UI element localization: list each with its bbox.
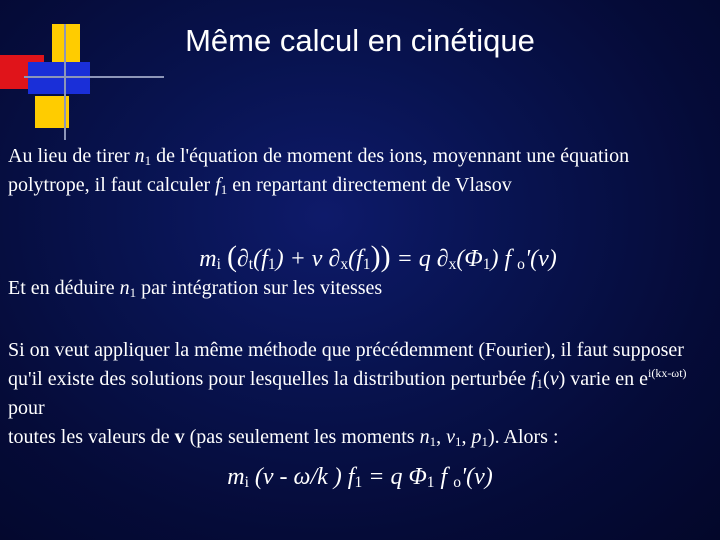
slide-title: Même calcul en cinétique: [185, 23, 535, 58]
eq1-phi: (Φ: [456, 246, 483, 272]
para3-sub-2: 1: [429, 434, 437, 449]
eq2-sub-i: i: [244, 474, 249, 491]
eq1-sub-t: t: [248, 256, 254, 273]
eq1-one-c: 1: [482, 256, 491, 273]
eq2-tail: '(v): [461, 464, 493, 490]
para2-n: n: [119, 277, 130, 299]
eq1-f1-a: (f: [253, 246, 268, 272]
para1-f: f: [215, 174, 221, 196]
para3-p: p: [471, 426, 482, 448]
para3-exponent: i(kx-ωt): [647, 366, 687, 380]
vlasov-equation: [0, 242, 720, 274]
para1-text-2: de l'équation de moment des ions, moyennant une équation polytrope, il faut calculer: [8, 145, 630, 196]
eq2-one-a: 1: [354, 474, 363, 491]
para3-n: n: [419, 426, 430, 448]
decor-horizontal-line: [24, 76, 164, 78]
eq1-sub-x2: x: [448, 256, 457, 273]
eq1-f-o: ) f: [490, 246, 518, 272]
eq1-tail: '(v): [524, 246, 557, 272]
eq2-rhs: = q Φ: [362, 464, 427, 490]
eq1-plus: ) + v ∂: [275, 246, 341, 272]
para1-text-1: Au lieu de tirer: [8, 145, 135, 167]
eq1-close-paren: )): [370, 240, 391, 273]
paragraph-intro: [8, 142, 708, 200]
para3-text-6: (pas seulement les moments: [184, 426, 420, 448]
para3-sub-1: 1: [536, 376, 544, 391]
para1-sub-1: 1: [144, 153, 152, 168]
eq1-partial-t: ∂: [236, 246, 249, 272]
eq1-one-a: 1: [267, 256, 276, 273]
para1-text-3: en repartant directement de Vlasov: [227, 174, 512, 196]
paragraph-fourier: [8, 336, 708, 452]
eq2-sub-o: o: [453, 474, 461, 491]
para2-text-1: Et en déduire: [8, 277, 120, 299]
para3-f: f: [530, 368, 537, 390]
para3-text-2: (: [543, 368, 550, 390]
eq1-sub-i: i: [216, 256, 221, 273]
para2-sub-1: 1: [129, 285, 137, 300]
paragraph-deduce: [8, 274, 708, 303]
para3-sub-4: 1: [481, 434, 488, 449]
eq2-one-b: 1: [426, 474, 435, 491]
eq1-rhs: = q ∂: [390, 246, 449, 272]
eq1-f1-b: (f: [348, 246, 363, 272]
eq2-lhs: (v - ω/k ) f: [248, 464, 355, 490]
para3-v-bold: v: [174, 426, 185, 448]
para3-text-7: ). Alors :: [487, 426, 559, 448]
para3-text-5: toutes les valeurs de: [8, 426, 175, 448]
para3-comma-1: ,: [436, 426, 447, 448]
para3-text-1: Si on veut appliquer la même méthode que précédemment (Fourier), il faut supposer qu'il existe des solutions pour lesquelles la distribution perturbée: [8, 339, 684, 390]
eq2-f: f: [434, 464, 454, 490]
dispersion-equation: [0, 462, 720, 492]
eq1-sub-x1: x: [340, 256, 349, 273]
para3-text-3: ) varie en e: [558, 368, 648, 390]
para2-text-2: par intégration sur les vitesses: [136, 277, 383, 299]
eq1-sub-o: o: [517, 256, 525, 273]
para3-text-4: pour: [8, 397, 45, 419]
para3-v1: v: [446, 426, 455, 448]
eq2-m: m: [227, 464, 245, 490]
para3-v: v: [549, 368, 559, 390]
para3-comma-2: ,: [461, 426, 472, 448]
eq1-m: m: [199, 246, 217, 272]
eq1-open-paren: (: [226, 240, 237, 273]
para1-n: n: [134, 145, 145, 167]
para1-sub-2: 1: [220, 182, 228, 197]
para3-sub-3: 1: [454, 434, 462, 449]
eq1-one-b: 1: [362, 256, 371, 273]
blue-square: [28, 62, 90, 94]
